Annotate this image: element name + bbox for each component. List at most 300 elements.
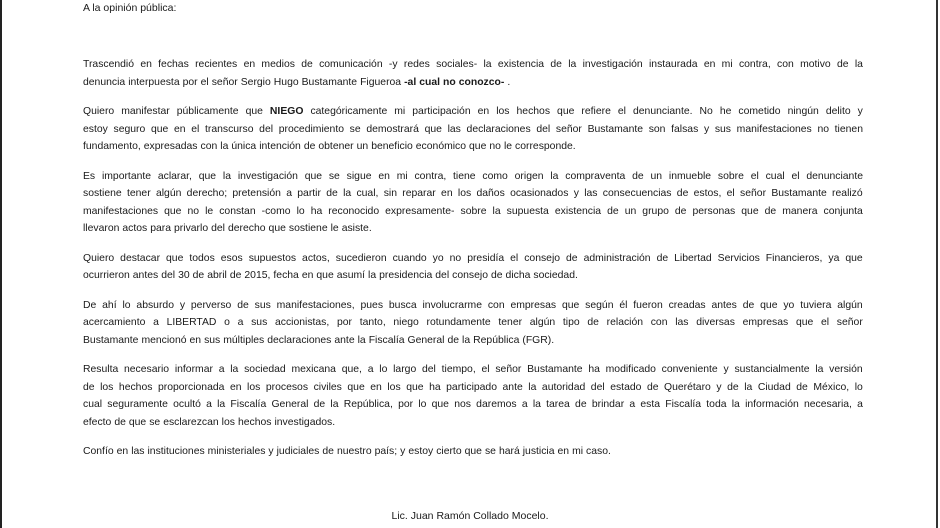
text: derecho <box>227 223 266 234</box>
word <box>533 267 577 285</box>
text: señor <box>211 76 238 88</box>
text: esclarezcan <box>163 416 219 428</box>
text: recientes <box>195 59 238 70</box>
text: versión <box>829 364 863 375</box>
text: en <box>173 123 186 135</box>
text: mi <box>721 59 733 70</box>
word <box>375 443 398 461</box>
word <box>515 168 544 186</box>
text: no <box>187 205 200 217</box>
word <box>302 74 357 92</box>
text: rotundamente <box>426 317 491 328</box>
text: ocasionados <box>510 188 569 199</box>
text: dicha <box>505 270 531 281</box>
word <box>378 168 390 186</box>
word <box>642 203 669 221</box>
text: cierto <box>436 446 462 457</box>
bold-text: cual <box>419 76 441 88</box>
text: lo <box>418 399 427 410</box>
text: de <box>322 446 334 457</box>
text: que <box>406 381 424 393</box>
text: existencia <box>497 59 545 70</box>
text: brindar <box>591 399 625 410</box>
text: información <box>745 399 799 410</box>
text: de <box>447 334 460 346</box>
text: estos, <box>693 188 722 199</box>
word <box>114 121 146 139</box>
text: de <box>632 170 644 182</box>
text: mexicana <box>291 364 336 375</box>
word <box>425 121 442 139</box>
word <box>619 297 627 315</box>
text: los <box>221 416 235 428</box>
text: mi <box>396 170 408 182</box>
word <box>429 379 441 397</box>
text: tarea <box>546 399 570 410</box>
text: de <box>326 188 338 199</box>
text: justicia <box>522 446 555 457</box>
word <box>223 332 264 350</box>
word <box>83 168 95 186</box>
text: él <box>619 299 628 311</box>
text: 2015, <box>244 270 271 281</box>
text: Sergio <box>240 76 271 88</box>
word <box>289 220 328 238</box>
word <box>738 103 780 121</box>
word <box>771 185 826 203</box>
text: en <box>229 381 242 393</box>
word <box>640 396 660 414</box>
text: busca <box>388 299 417 311</box>
word <box>824 203 863 221</box>
word <box>259 121 273 139</box>
text: Bustamante <box>587 123 644 135</box>
text: la <box>568 59 577 70</box>
word <box>446 379 497 397</box>
text: de <box>676 188 689 199</box>
word <box>131 443 144 461</box>
text: (FGR). <box>522 334 555 346</box>
text: compraventa <box>565 170 626 182</box>
word <box>175 361 213 379</box>
word <box>120 250 160 268</box>
text: de <box>796 381 808 393</box>
word <box>394 103 405 121</box>
word <box>329 168 340 186</box>
text: no <box>489 141 501 152</box>
text: investigados. <box>274 416 336 428</box>
text: sociedad <box>244 364 286 375</box>
text: a <box>521 399 528 410</box>
text: que <box>424 123 442 135</box>
word <box>231 138 256 156</box>
text: demostrará <box>366 123 419 135</box>
word <box>189 250 214 268</box>
word <box>734 361 809 379</box>
text: de <box>764 205 777 217</box>
word <box>83 121 108 139</box>
word <box>404 56 430 74</box>
text: algún <box>155 188 182 199</box>
text: consejo <box>452 270 488 281</box>
text: yo <box>783 299 795 311</box>
bold-text: conozco- <box>458 76 505 88</box>
text: Confío <box>83 446 114 457</box>
paragraph <box>83 297 863 350</box>
word <box>408 332 445 350</box>
text: del <box>422 364 436 375</box>
word <box>855 379 863 397</box>
word <box>693 203 736 221</box>
word <box>342 220 372 238</box>
text: efecto <box>83 416 112 428</box>
text: ha <box>310 205 323 217</box>
paragraph <box>83 361 863 431</box>
word <box>555 203 601 221</box>
text: a <box>286 188 292 199</box>
text: de <box>114 416 126 428</box>
word <box>190 332 202 350</box>
text: niego <box>393 317 419 328</box>
word <box>174 220 208 238</box>
text: De <box>83 299 97 311</box>
text: en <box>189 334 202 346</box>
word <box>572 443 583 461</box>
text: la <box>854 59 863 70</box>
text: fechas <box>158 59 189 70</box>
text: llevaron <box>83 223 120 234</box>
word <box>274 414 335 432</box>
word <box>133 267 158 285</box>
word <box>201 74 209 92</box>
word <box>416 138 466 156</box>
text: por <box>336 317 352 328</box>
text: sustancialmente <box>734 364 810 375</box>
word <box>476 396 516 414</box>
word <box>845 250 862 268</box>
word <box>828 250 839 268</box>
word <box>510 250 518 268</box>
text: participación <box>412 106 471 117</box>
text: tuviera <box>800 299 832 311</box>
text: República <box>473 334 520 346</box>
text: mencionó <box>141 334 187 346</box>
word <box>633 297 662 315</box>
word <box>220 138 228 156</box>
word <box>119 379 153 397</box>
word <box>83 250 114 268</box>
text: daremos <box>476 399 517 410</box>
word <box>269 220 286 238</box>
text-line <box>83 414 863 432</box>
text: las <box>584 188 598 199</box>
word <box>791 168 799 186</box>
word <box>467 121 531 139</box>
word <box>418 396 426 414</box>
text: señor <box>555 123 582 135</box>
text: del <box>259 123 274 135</box>
text: asumí <box>336 270 366 281</box>
text: derecho; <box>186 188 228 199</box>
text: ningún <box>787 106 819 117</box>
word <box>366 121 419 139</box>
text: acercamiento <box>83 317 146 328</box>
word <box>158 379 224 397</box>
text: por <box>182 76 198 88</box>
word <box>322 443 334 461</box>
text: tanto, <box>359 317 386 328</box>
word <box>815 361 823 379</box>
word <box>330 396 338 414</box>
text: medios <box>261 59 295 70</box>
word <box>562 297 579 315</box>
word <box>677 185 689 203</box>
text: y <box>400 446 406 457</box>
word <box>855 56 863 74</box>
text: antes <box>132 270 159 281</box>
word <box>230 379 242 397</box>
text: destacar <box>120 252 161 264</box>
text: Ciudad <box>757 381 791 393</box>
word <box>618 103 626 121</box>
word <box>379 267 432 285</box>
word <box>249 250 296 268</box>
text: Es <box>83 170 96 182</box>
text: de <box>742 299 755 311</box>
word <box>745 396 799 414</box>
word <box>83 138 141 156</box>
text: estoy <box>83 123 108 135</box>
word <box>147 443 204 461</box>
word <box>337 267 365 285</box>
text: del <box>435 270 450 281</box>
text: refiere <box>581 106 611 117</box>
word <box>715 121 731 139</box>
word <box>217 396 225 414</box>
word <box>575 396 587 414</box>
text: de <box>313 399 326 410</box>
text: la <box>731 399 740 410</box>
text: un <box>650 170 663 182</box>
text: que <box>431 399 449 410</box>
word <box>465 443 482 461</box>
word <box>188 203 200 221</box>
word <box>498 56 544 74</box>
word <box>291 361 335 379</box>
text: presidencia <box>379 270 433 281</box>
word <box>515 138 576 156</box>
paragraph <box>83 56 863 91</box>
word <box>191 297 231 315</box>
word <box>201 138 218 156</box>
word <box>506 267 531 285</box>
text: lo <box>854 381 863 393</box>
word <box>238 414 272 432</box>
text: ministeriales <box>207 446 266 457</box>
word <box>102 297 116 315</box>
word <box>607 203 619 221</box>
word <box>83 185 122 203</box>
word <box>857 396 863 414</box>
text: delito <box>825 106 851 117</box>
text: única <box>231 141 257 152</box>
text: largo <box>393 364 417 375</box>
word <box>584 250 651 268</box>
letter-body <box>83 56 863 473</box>
word <box>796 379 808 397</box>
word <box>230 361 238 379</box>
paragraph <box>83 443 863 461</box>
text: tienen <box>834 123 863 135</box>
word <box>499 443 520 461</box>
text: Bustamante <box>83 334 139 346</box>
text: importante <box>101 170 152 182</box>
text: país; <box>374 446 398 457</box>
text: tener <box>126 188 151 199</box>
word <box>228 220 266 238</box>
text: ha <box>588 364 600 375</box>
word <box>177 103 239 121</box>
text: hechos <box>118 381 153 393</box>
word <box>436 443 461 461</box>
text: la <box>220 141 229 152</box>
text: con <box>777 59 794 70</box>
word <box>527 361 582 379</box>
word <box>150 220 171 238</box>
text: investigación <box>237 170 298 182</box>
text: redes <box>403 59 430 70</box>
text: en <box>116 446 129 457</box>
text: -como <box>261 205 291 217</box>
word <box>522 396 528 414</box>
text: tiempo, <box>441 364 476 375</box>
word <box>610 379 641 397</box>
word <box>563 314 580 332</box>
word <box>473 332 519 350</box>
text: de <box>237 299 249 311</box>
text: de <box>301 59 313 70</box>
word <box>360 314 386 332</box>
word <box>297 203 305 221</box>
word <box>675 203 687 221</box>
word <box>219 361 225 379</box>
text: se <box>328 170 340 182</box>
text: absurdo <box>136 299 174 311</box>
word <box>546 396 570 414</box>
text: contra, <box>414 170 447 182</box>
text: y <box>723 364 729 375</box>
text: intención <box>259 141 301 152</box>
text-line <box>83 203 863 221</box>
word <box>277 443 320 461</box>
word <box>435 267 449 285</box>
text: hechos <box>516 106 551 117</box>
word <box>117 443 129 461</box>
text: según <box>585 299 614 311</box>
word <box>158 168 192 186</box>
word <box>412 103 470 121</box>
text: ahí <box>102 299 117 311</box>
word <box>832 185 863 203</box>
text: la <box>550 170 559 182</box>
word <box>206 396 212 414</box>
word <box>491 267 503 285</box>
text: que <box>268 223 286 234</box>
word <box>316 267 333 285</box>
word <box>174 121 186 139</box>
word <box>523 443 555 461</box>
word <box>393 250 427 268</box>
word <box>337 443 372 461</box>
text: denuncia <box>83 76 126 88</box>
word <box>107 396 168 414</box>
word <box>557 103 574 121</box>
word <box>675 314 688 332</box>
text: declaraciones <box>267 334 332 346</box>
text: manifestaciones <box>736 123 812 135</box>
word <box>633 103 693 121</box>
text: no <box>817 123 829 135</box>
word <box>462 332 470 350</box>
text: ha <box>429 381 441 393</box>
text: necesario <box>124 364 170 375</box>
paragraph <box>83 168 863 238</box>
word <box>813 379 849 397</box>
word <box>489 138 501 156</box>
text: Trascendió <box>83 59 135 70</box>
text: cual <box>765 170 785 182</box>
text: expresadas <box>143 141 198 152</box>
word <box>485 443 496 461</box>
word <box>536 121 550 139</box>
word <box>625 203 637 221</box>
word <box>585 297 613 315</box>
word <box>219 203 255 221</box>
word <box>274 74 299 92</box>
word <box>495 361 521 379</box>
text: involucrarme <box>422 299 482 311</box>
word <box>574 185 579 203</box>
word <box>221 250 243 268</box>
word <box>704 121 709 139</box>
word <box>459 74 511 92</box>
text: fecha <box>273 270 299 281</box>
word <box>266 379 308 397</box>
text: las <box>675 317 689 328</box>
word <box>261 56 295 74</box>
text: presidía <box>467 252 505 264</box>
word <box>173 396 201 414</box>
word <box>387 379 400 397</box>
word <box>371 138 413 156</box>
word <box>450 250 462 268</box>
paragraph <box>83 103 863 156</box>
word <box>504 138 512 156</box>
text: de <box>229 270 242 281</box>
bold-text: no <box>443 76 456 88</box>
word <box>151 121 168 139</box>
word <box>493 203 501 221</box>
word <box>393 361 416 379</box>
text: inmueble <box>668 170 712 182</box>
word <box>496 103 509 121</box>
text: todos <box>189 252 215 264</box>
text: en <box>557 446 570 457</box>
text: y <box>179 299 186 311</box>
word <box>647 379 659 397</box>
text: de <box>674 205 687 217</box>
text: sostiene <box>288 223 328 234</box>
